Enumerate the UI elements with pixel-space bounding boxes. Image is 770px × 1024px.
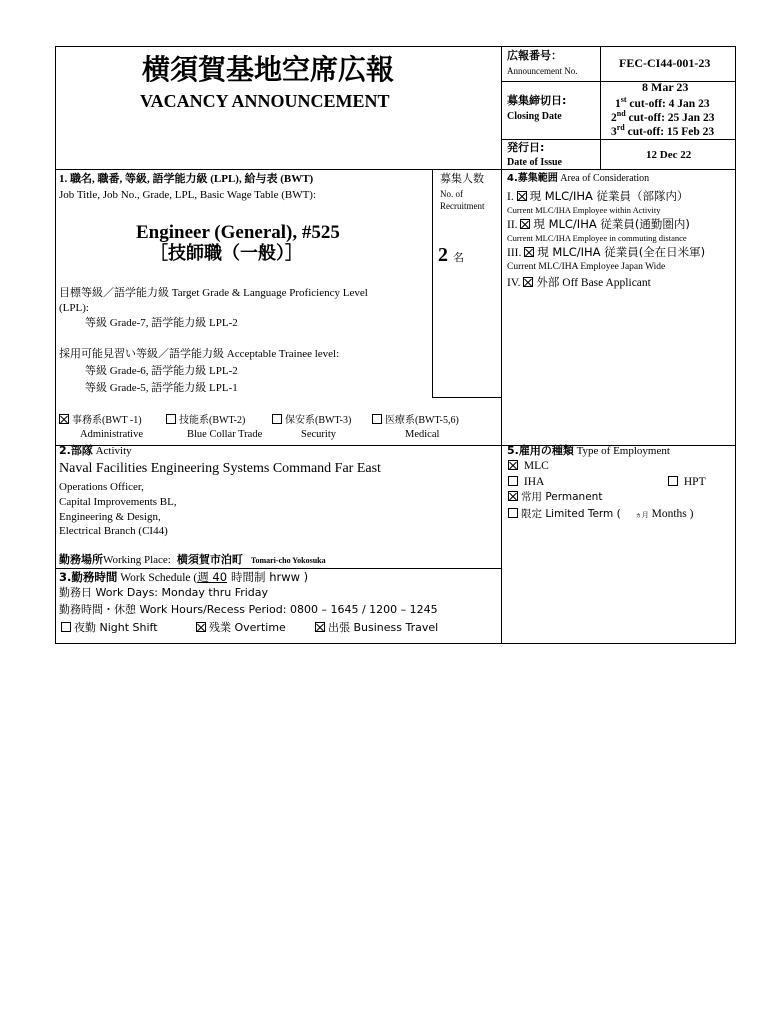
activity-line: Operations Officer,: [59, 481, 144, 493]
announcement-label-en: Announcement No.: [507, 66, 578, 76]
checkbox-checked-icon[interactable]: [59, 414, 69, 424]
divider: [432, 169, 433, 397]
divider: [501, 46, 502, 445]
recruitment-label-en: Recruitment: [440, 201, 485, 211]
activity-line: Electrical Branch (CI44): [59, 525, 168, 537]
work-hours: 勤務時間・休憩 Work Hours/Recess Period: 0800 – 1645 / 1200 – 1245: [59, 603, 438, 616]
checkbox-icon[interactable]: [372, 414, 382, 424]
employment-permanent[interactable]: 常用 Permanent: [508, 491, 602, 504]
activity-name: Naval Facilities Engineering Systems Command Far East: [59, 461, 381, 476]
closing-date: 8 Mar 23: [642, 80, 689, 94]
checkbox-checked-icon[interactable]: [196, 622, 206, 632]
trainee-level-label: 採用可能見習い等級／語学能力級 Acceptable Trainee level:: [59, 348, 340, 360]
page-title-ja: 横須賀基地空席広報: [142, 53, 395, 86]
divider: [55, 169, 736, 170]
bwt-option-label: Medical: [405, 429, 440, 440]
divider: [55, 568, 501, 569]
area-option-japan-wide[interactable]: III. 現 MLC/IHA 従業員(全在日米軍): [507, 245, 706, 259]
section1-heading-ja: 1. 職名, 職番, 等級, 語学能力級 (LPL), 給与表 (BWT): [59, 173, 314, 185]
area-option-sub: Current MLC/IHA Employee within Activity: [507, 205, 661, 215]
job-title-ja: ［技師職（一般）］: [150, 243, 303, 264]
bwt-option-blue-collar[interactable]: 技能系(BWT-2): [166, 414, 245, 427]
target-grade-label: 目標等級／語学能力級 Target Grade & Language Proficiency Level: [59, 287, 368, 299]
bwt-option-label: Administrative: [80, 429, 143, 440]
working-place: 勤務場所Working Place: 横須賀市泊町 Tomari-cho Yokosuka: [59, 553, 326, 566]
announcement-label-ja: 広報番号：: [507, 49, 562, 62]
checkbox-checked-icon[interactable]: [523, 277, 533, 287]
activity-line: Capital Improvements BL,: [59, 496, 177, 508]
checkbox-icon[interactable]: [668, 476, 678, 486]
cutoff-2: 2nd cut-off: 25 Jan 23: [611, 109, 715, 124]
checkbox-icon[interactable]: [61, 622, 71, 632]
business-travel-option[interactable]: 出張 Business Travel: [315, 622, 438, 635]
job-title-en: Engineer (General), #525: [136, 222, 340, 243]
area-option-sub: Current MLC/IHA Employee Japan Wide: [507, 262, 666, 272]
checkbox-checked-icon[interactable]: [315, 622, 325, 632]
cutoff-3: 3rd cut-off: 15 Feb 23: [611, 123, 715, 138]
recruitment-count: 2 名: [438, 244, 464, 266]
announcement-number: FEC-CI44-001-23: [619, 56, 711, 70]
recruitment-label-ja: 募集人数: [440, 172, 484, 185]
trainee-grade-value: 等級 Grade-6, 語学能力級 LPL-2: [85, 365, 238, 377]
section2-heading: 2.部隊 Activity: [59, 444, 132, 457]
bwt-option-administrative[interactable]: 事務系(BWT -1): [59, 414, 142, 427]
closing-date-label-en: Closing Date: [507, 111, 562, 122]
bwt-option-label: Security: [301, 429, 336, 440]
bwt-option-medical[interactable]: 医療系(BWT-5,6): [372, 414, 459, 427]
employment-mlc[interactable]: MLC: [508, 460, 549, 473]
divider: [501, 139, 736, 140]
area-option-activity[interactable]: I. 現 MLC/IHA 従業員（部隊内）: [507, 189, 689, 203]
area-option-sub: Current MLC/IHA Employee in commuting distance: [507, 233, 687, 243]
issue-date-label-en: Date of Issue: [507, 157, 562, 168]
trainee-grade-value: 等級 Grade-5, 語学能力級 LPL-1: [85, 382, 238, 394]
section1-heading-en: Job Title, Job No., Grade, LPL, Basic Wage Table (BWT):: [59, 189, 317, 201]
issue-date: 12 Dec 22: [646, 149, 692, 161]
section3-heading: 3.勤務時間 Work Schedule (週 40 時間制 hrww ): [59, 570, 309, 584]
checkbox-checked-icon[interactable]: [524, 247, 534, 257]
activity-line: Engineering & Design,: [59, 511, 161, 523]
area-option-off-base[interactable]: IV. 外部 Off Base Applicant: [507, 277, 651, 289]
checkbox-checked-icon[interactable]: [517, 191, 527, 201]
issue-date-label-ja: 発行日:: [507, 141, 545, 154]
section5-heading: 5.雇用の種類 Type of Employment: [507, 444, 670, 457]
employment-iha[interactable]: IHA: [508, 476, 544, 489]
target-grade-label: (LPL):: [59, 302, 89, 314]
night-shift-option[interactable]: 夜勤 Night Shift: [61, 622, 158, 635]
work-days: 勤務日 Work Days: Monday thru Friday: [59, 586, 269, 599]
employment-hpt[interactable]: HPT: [668, 476, 706, 489]
bwt-option-security[interactable]: 保安系(BWT-3): [272, 414, 351, 427]
checkbox-checked-icon[interactable]: [508, 491, 518, 501]
checkbox-icon[interactable]: [272, 414, 282, 424]
page-title-en: VACANCY ANNOUNCEMENT: [140, 91, 390, 111]
overtime-option[interactable]: 残業 Overtime: [196, 622, 286, 635]
checkbox-icon[interactable]: [508, 476, 518, 486]
checkbox-icon[interactable]: [166, 414, 176, 424]
checkbox-checked-icon[interactable]: [520, 219, 530, 229]
divider: [600, 46, 601, 169]
area-option-commuting[interactable]: II. 現 MLC/IHA 従業員(通勤圏内): [507, 217, 690, 231]
target-grade-value: 等級 Grade-7, 語学能力級 LPL-2: [85, 317, 238, 329]
section4-heading: 4.募集範囲 Area of Consideration: [507, 173, 650, 184]
divider: [501, 445, 502, 644]
recruitment-label-en: No. of: [440, 189, 463, 199]
cutoff-1: 1st cut-off: 4 Jan 23: [615, 95, 710, 110]
divider: [501, 81, 736, 82]
checkbox-icon[interactable]: [508, 508, 518, 518]
bwt-option-label: Blue Collar Trade: [187, 429, 263, 440]
divider: [432, 397, 501, 398]
closing-date-label-ja: 募集締切日:: [507, 94, 567, 107]
checkbox-checked-icon[interactable]: [508, 460, 518, 470]
employment-limited-term[interactable]: 限定 Limited Term ( ヵ月 Months ): [508, 508, 693, 521]
